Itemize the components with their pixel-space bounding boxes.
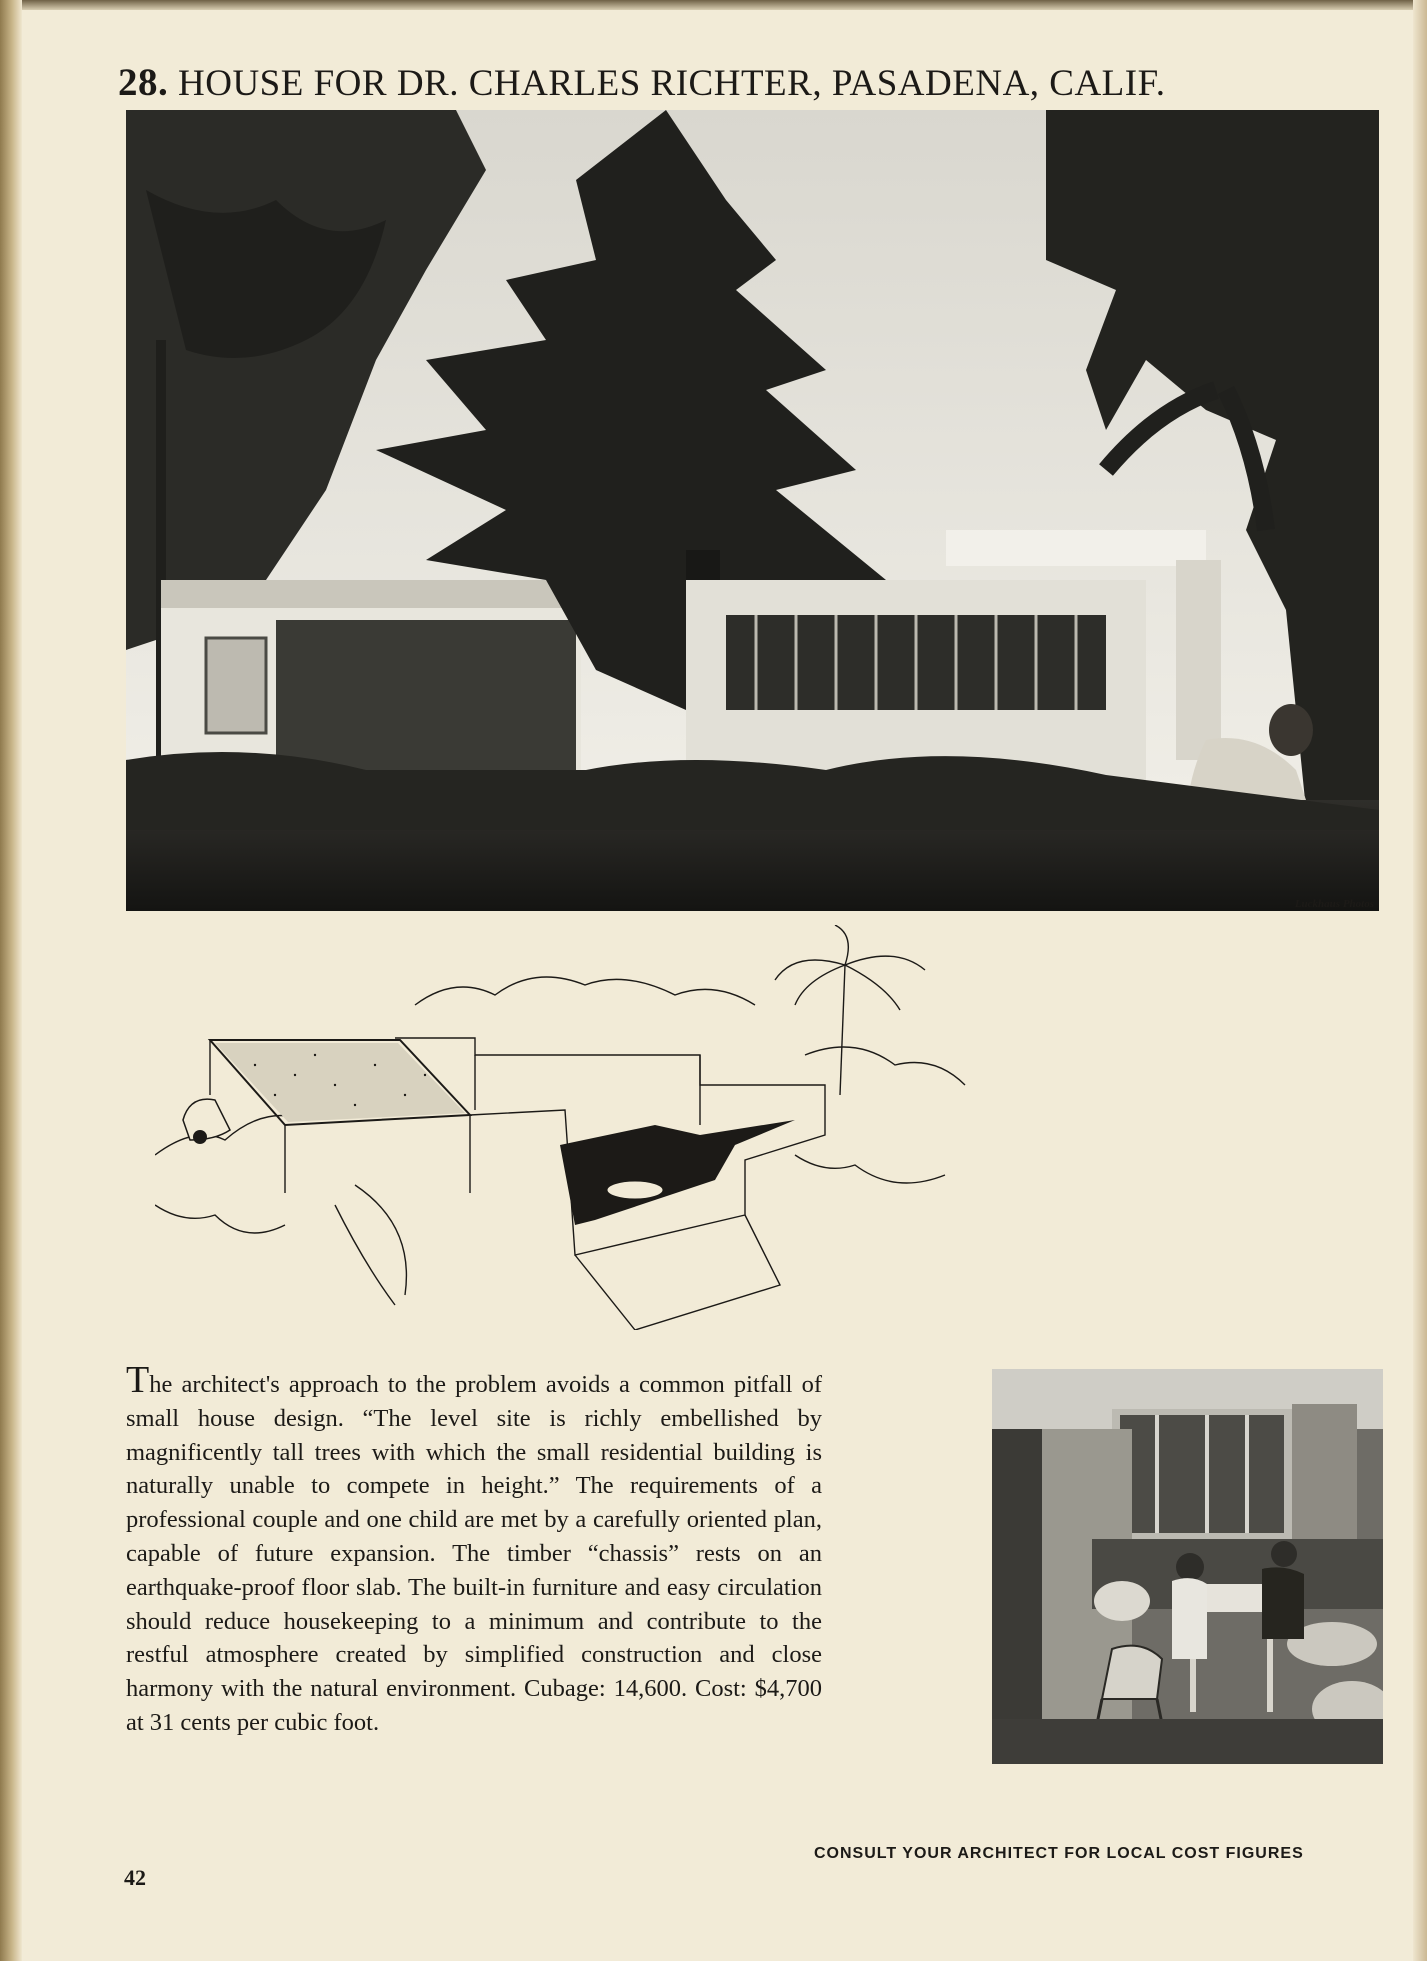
axonometric-drawing (155, 925, 970, 1330)
exterior-photo-image (126, 110, 1379, 911)
interior-photo (992, 1369, 1383, 1764)
footer-note: CONSULT YOUR ARCHITECT FOR LOCAL COST FIGURES (814, 1845, 1304, 1862)
exterior-photo (126, 110, 1379, 911)
photo-credit: Luckhaus Photos (1294, 898, 1374, 910)
page-binding-edge (0, 0, 22, 1961)
house-number: 28. (118, 61, 169, 104)
article-text: he architect's approach to the problem avoids a common pitfall of small house design. “The level site is richly embellished by magnificently tall trees with which the small residential building is naturally unable to compete in height.” The requirements of a professional couple and one child are met by a carefully oriented plan, capable of future expansion. The timber “chassis” rests on an earthquake-proof floor slab. The built-in furniture and easy circulation should reduce housekeeping to a minimum and contribute to the restful atmosphere created by simplified construction and close harmony with the natural environment. Cubage: 14,600. Cost: $4,700 at 31 cents per cubic foot. (126, 1371, 822, 1736)
page-title (118, 60, 1318, 105)
axonometric-drawing-image (155, 925, 970, 1330)
page-number: 42 (124, 1865, 146, 1890)
page-right-edge (1413, 0, 1427, 1961)
article-body (126, 1359, 822, 1740)
house-title: HOUSE FOR DR. CHARLES RICHTER, PASADENA, CALIF. (178, 63, 1166, 104)
article-dropcap: T (126, 1359, 150, 1401)
interior-photo-image (992, 1369, 1383, 1764)
page-top-edge (0, 0, 1427, 10)
